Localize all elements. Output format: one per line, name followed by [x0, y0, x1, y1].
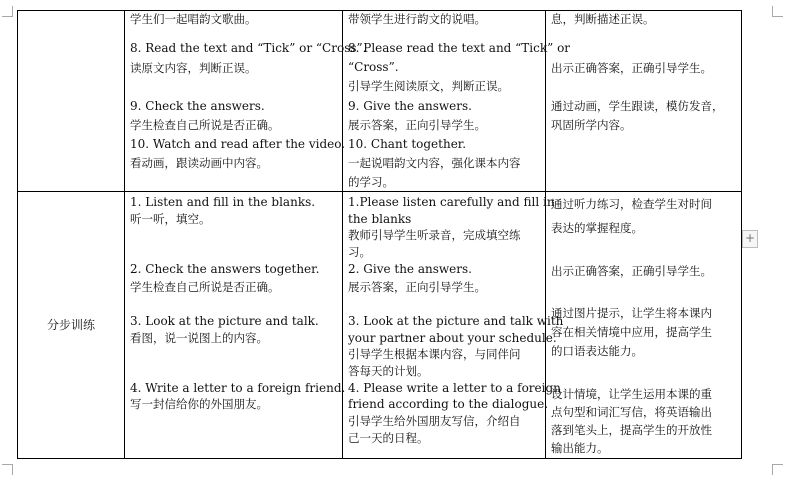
text-line: 2. Give the answers. [348, 262, 472, 276]
page-corner-mark-top-left [2, 6, 13, 17]
text-line: 点句型和词汇写信，将英语输出 [551, 405, 712, 419]
lesson-plan-table [17, 10, 742, 459]
text-line: 4. Please write a letter to a foreign [348, 381, 561, 395]
text-line: 己一天的日程。 [348, 431, 429, 445]
section-cell-empty [18, 11, 125, 192]
student-activity-cell [125, 11, 367, 192]
text-line: 习。 [348, 245, 371, 259]
text-line: 1.Please listen carefully and fill in [348, 195, 555, 209]
text-line: 看图，说一说图上的内容。 [130, 331, 268, 345]
text-line: 的口语表达能力。 [551, 344, 643, 358]
text-line: 引导学生给外国朋友写信，介绍自 [348, 414, 521, 428]
text-line: 容在相关情境中应用，提高学生 [551, 325, 712, 339]
section-label: 分步训练 [18, 192, 125, 459]
text-line: 读原文内容，判断正误。 [130, 61, 257, 75]
page-corner-mark-top-right [772, 6, 783, 17]
text-line: “Cross”. [348, 60, 399, 74]
text-line: 学生检查自己所说是否正确。 [130, 280, 280, 294]
text-line: 息，判断描述正误。 [551, 12, 655, 26]
teacher-activity-cell [343, 192, 564, 459]
page-corner-mark-bottom-right [772, 464, 783, 475]
text-line: your partner about your schedule. [348, 331, 557, 345]
text-line: 学生们一起唱韵文歌曲。 [130, 12, 257, 26]
text-line: 9. Check the answers. [130, 99, 265, 113]
page-corner-mark-bottom-left [2, 464, 13, 475]
text-line: 表达的掌握程度。 [551, 221, 643, 235]
text-line: 答每天的计划。 [348, 364, 429, 378]
text-line: 3. Look at the picture and talk. [130, 314, 319, 328]
text-line: 通过听力练习，检查学生对时间 [551, 197, 712, 211]
student-activity-cell [125, 192, 346, 459]
text-line: 输出能力。 [551, 441, 609, 455]
text-line: 通过动画，学生跟读，模仿发音， [551, 99, 724, 113]
text-line: 9. Give the answers. [348, 99, 472, 113]
text-line: 一起说唱韵文内容，强化课本内容 [348, 156, 521, 170]
text-line: 的学习。 [348, 175, 394, 189]
text-line: 巩固所学内容。 [551, 118, 632, 132]
teacher-activity-cell [343, 11, 571, 192]
text-line: the blanks [348, 212, 412, 226]
text-line: 10. Chant together. [348, 137, 467, 151]
text-line: friend according to the dialogue. [348, 397, 549, 411]
text-line: 引导学生阅读原文，判断正误。 [348, 79, 509, 93]
table-row [18, 11, 742, 192]
text-line: 学生检查自己所说是否正确。 [130, 118, 280, 132]
text-line: 落到笔头上，提高学生的开放性 [551, 423, 712, 437]
text-line: 设计情境，让学生运用本课的重 [551, 387, 712, 401]
design-intent-cell [546, 11, 742, 192]
expand-button[interactable]: + [742, 230, 758, 248]
text-line: 10. Watch and read after the video. [130, 137, 346, 151]
text-line: 4. Write a letter to a foreign friend. [130, 381, 346, 395]
table-row [18, 192, 742, 459]
text-line: 通过图片提示，让学生将本课内 [551, 306, 712, 320]
text-line: 3. Look at the picture and talk with [348, 314, 564, 328]
text-line: 看动画，跟读动画中内容。 [130, 156, 268, 170]
text-line: 展示答案，正向引导学生。 [348, 280, 486, 294]
text-line: 展示答案，正向引导学生。 [348, 118, 486, 132]
text-line: 听一听，填空。 [130, 212, 211, 226]
design-intent-cell [546, 192, 742, 459]
text-line: 带领学生进行韵文的说唱。 [348, 12, 486, 26]
text-line: 出示正确答案，正确引导学生。 [551, 264, 712, 278]
text-line: 引导学生根据本课内容，与同伴问 [348, 347, 521, 361]
text-line: 教师引导学生听录音，完成填空练 [348, 228, 521, 242]
text-line: 出示正确答案，正确引导学生。 [551, 61, 712, 75]
text-line: 1. Listen and fill in the blanks. [130, 195, 316, 209]
text-line: 写一封信给你的外国朋友。 [130, 397, 268, 411]
text-line: 8. Read the text and “Tick” or “Cross”. [130, 41, 367, 55]
text-line: 2. Check the answers together. [130, 262, 320, 276]
text-line: 8. Please read the text and “Tick” or [348, 41, 571, 55]
